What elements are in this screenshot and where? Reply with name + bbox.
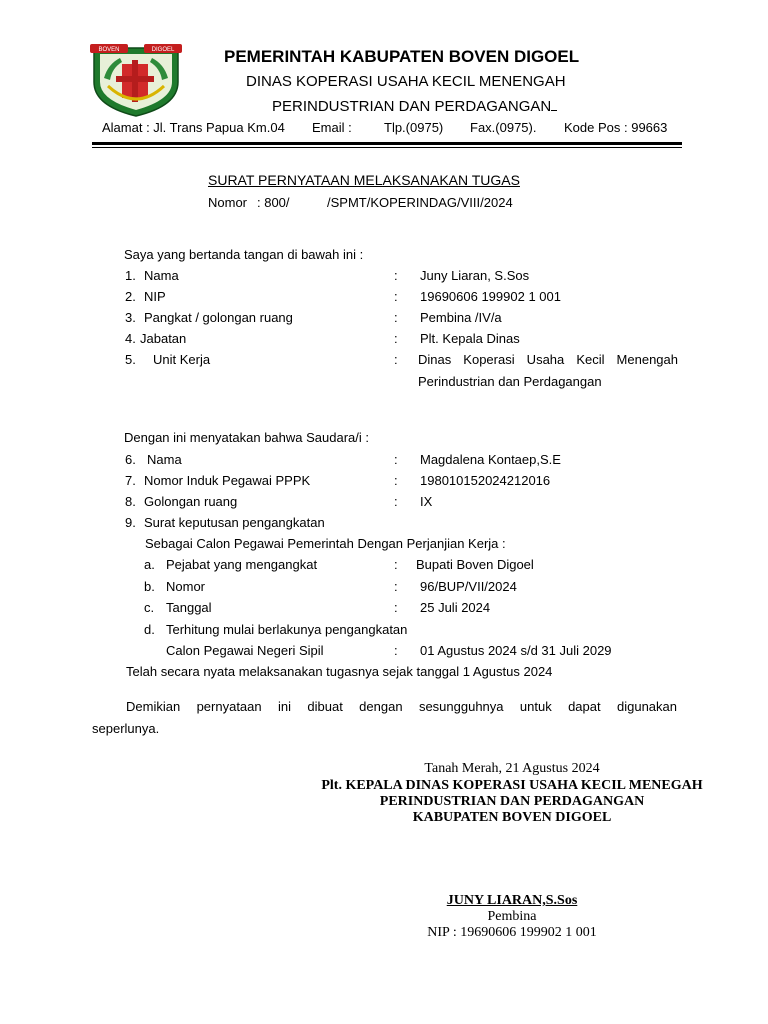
row-number: 9. (125, 515, 136, 530)
sub-intro: Sebagai Calon Pegawai Pemerintah Dengan Perjanjian Kerja : (145, 536, 506, 551)
signatory-rank: Pembina (487, 909, 537, 924)
boven-digoel-emblem (86, 42, 186, 118)
sub-row-label: Terhitung mulai berlakunya pengangkatan (166, 622, 408, 637)
ribbon-right-text: DIGOEL (151, 47, 175, 53)
row-colon: : (394, 352, 398, 367)
row-number: 1. (125, 268, 136, 283)
row-number: 3. (125, 310, 136, 325)
row-colon: : (394, 473, 398, 488)
row-number: 5. (125, 352, 136, 367)
row-value: 19690606 199902 1 001 (420, 289, 561, 304)
letterhead-underscore (551, 96, 557, 111)
row-label: Nama (144, 268, 179, 283)
row-colon: : (394, 452, 398, 467)
cpns-label: Calon Pegawai Negeri Sipil (166, 643, 324, 658)
letterhead-dept: DINAS KOPERASI USAHA KECIL MENENGAH (246, 73, 566, 90)
sub-row-label: Tanggal (166, 600, 212, 615)
section1-intro: Saya yang bertanda tangan di bawah ini : (124, 247, 364, 262)
letterhead-title: PEMERINTAH KABUPATEN BOVEN DIGOEL (224, 47, 580, 66)
statement: Telah secara nyata melaksanakan tugasnya sejak tanggal 1 Agustus 2024 (126, 664, 553, 679)
row-colon: : (394, 331, 398, 346)
nomor-value: : 800/ (257, 195, 290, 210)
sub-row-value: 25 Juli 2024 (420, 600, 491, 615)
letterhead-dept-sub-text: PERINDUSTRIAN DAN PERDAGANGAN (272, 98, 552, 115)
nomor-suffix: /SPMT/KOPERINDAG/VIII/2024 (327, 195, 513, 210)
signatory-nip: NIP : 19690606 199902 1 001 (427, 925, 597, 940)
sub-row-value: 96/BUP/VII/2024 (420, 579, 517, 594)
letterhead-phone: Tlp.(0975) (384, 120, 444, 135)
sub-row-value: Bupati Boven Digoel (416, 557, 534, 572)
sub-row-letter: c. (144, 600, 155, 615)
row-value: IX (420, 494, 433, 509)
row-value: Juny Liaran, S.Sos (420, 268, 530, 283)
place-date: Tanah Merah, 21 Agustus 2024 (424, 761, 600, 776)
sub-row-letter: b. (144, 579, 155, 594)
sub-row-label: Nomor (166, 579, 206, 594)
nomor-label: Nomor (208, 195, 248, 210)
letterhead-divider-thick (92, 142, 682, 145)
row-value: Pembina /IV/a (420, 310, 502, 325)
letterhead-fax: Fax.(0975). (470, 120, 537, 135)
row-number: 7. (125, 473, 136, 488)
row-label: Surat keputusan pengangkatan (144, 515, 325, 530)
row-colon: : (394, 268, 398, 283)
row-value: Plt. Kepala Dinas (420, 331, 520, 346)
row-colon: : (394, 310, 398, 325)
row-value: Dinas Koperasi Usaha Kecil Menengah (418, 352, 678, 367)
cpns-value: 01 Agustus 2024 s/d 31 Juli 2029 (420, 643, 612, 658)
letterhead-postcode: Kode Pos : 99663 (564, 120, 668, 135)
row-colon: : (394, 579, 398, 594)
row-value: 198010152024212016 (420, 473, 551, 488)
row-number: 2. (125, 289, 136, 304)
row-label: Pangkat / golongan ruang (144, 310, 293, 325)
sub-row-letter: d. (144, 622, 155, 637)
row-colon: : (394, 600, 398, 615)
row-label: Golongan ruang (144, 494, 238, 509)
row-label: Nomor Induk Pegawai PPPK (144, 473, 311, 488)
sub-row-label: Pejabat yang mengangkat (166, 557, 318, 572)
closing-line-1: Demikian pernyataan ini dibuat dengan sesungguhnya untuk dapat digunakan (126, 699, 677, 714)
letterhead-dept-sub (272, 96, 557, 115)
document-title: SURAT PERNYATAAN MELAKSANAKAN TUGAS (208, 172, 520, 188)
letterhead-email: Email : (312, 120, 352, 135)
letterhead-address: Alamat : Jl. Trans Papua Km.04 (102, 120, 285, 135)
row-label: Jabatan (140, 331, 187, 346)
row-colon: : (394, 643, 398, 658)
sub-row-letter: a. (144, 557, 155, 572)
row-label: NIP (144, 289, 166, 304)
row-value-continued: Perindustrian dan Perdagangan (418, 374, 602, 389)
ribbon-left-text: BOVEN (98, 47, 120, 53)
row-number: 4. (125, 331, 136, 346)
row-label: Unit Kerja (153, 352, 211, 367)
closing-line-2: seperlunya. (92, 721, 160, 736)
row-colon: : (394, 557, 398, 572)
section2-intro: Dengan ini menyatakan bahwa Saudara/i : (124, 430, 369, 445)
letterhead-divider-thin (92, 147, 682, 148)
row-label: Nama (147, 452, 182, 467)
row-colon: : (394, 494, 398, 509)
signatory-position-3: KABUPATEN BOVEN DIGOEL (412, 810, 612, 825)
row-number: 8. (125, 494, 136, 509)
row-colon: : (394, 289, 398, 304)
row-number: 6. (125, 452, 136, 467)
signatory-position-1: Plt. KEPALA DINAS KOPERASI USAHA KECIL MENEGAH (321, 778, 703, 793)
signatory-position-2: PERINDUSTRIAN DAN PERDAGANGAN (379, 794, 645, 809)
signatory-name: JUNY LIARAN,S.Sos (446, 893, 578, 908)
row-value: Magdalena Kontaep,S.E (420, 452, 561, 467)
